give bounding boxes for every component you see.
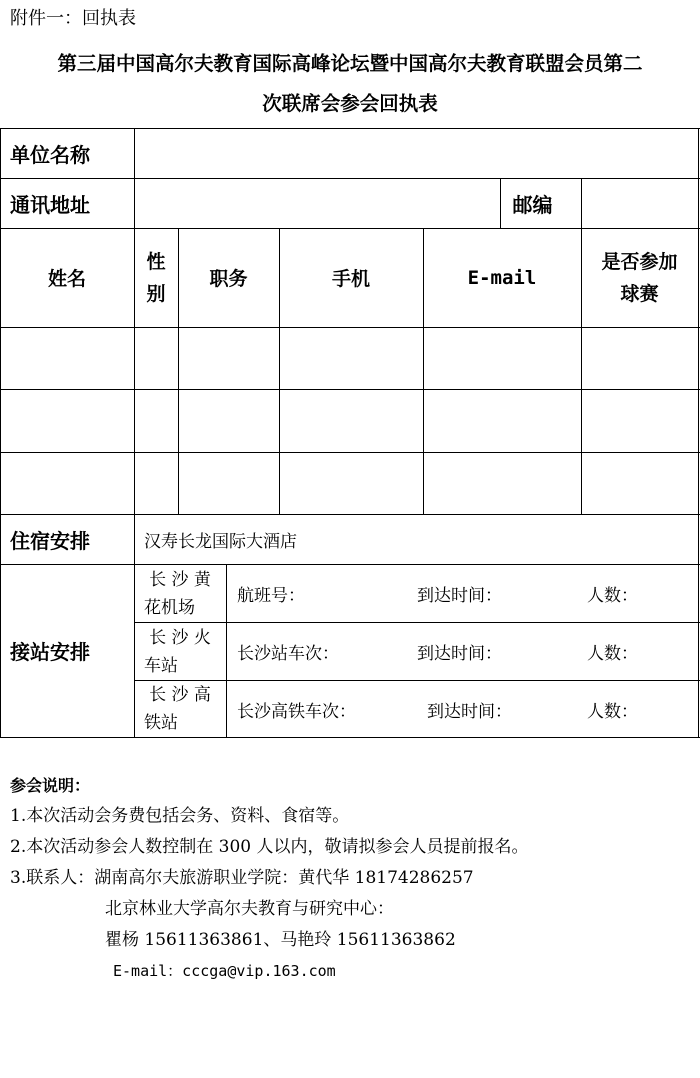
table-line xyxy=(226,564,227,737)
note-org: 北京林业大学高尔夫教育与研究中心： xyxy=(105,899,394,919)
pickup-place-railway xyxy=(134,623,226,680)
note-email: E-mail：cccga@vip.163.com xyxy=(113,962,336,980)
pickup-place-airport xyxy=(134,565,226,622)
note-item: 1.本次活动会务费包括会务、资料、食宿等。 xyxy=(10,806,350,826)
arrival-time-label: 到达时间： xyxy=(417,644,502,664)
address-field[interactable] xyxy=(135,179,499,227)
position-column-header: 职务 xyxy=(209,268,248,290)
title-line-2: 次联席会参会回执表 xyxy=(262,92,438,115)
gender-header-bottom: 别 xyxy=(146,282,166,305)
table-row[interactable] xyxy=(1,453,698,514)
pickup-label: 接站安排 xyxy=(10,640,90,664)
attachment-label: 附件一：回执表 xyxy=(10,8,136,29)
note-item: 2.本次活动参会人数控制在 300 人以内，敬请拟参会人员提前报名。 xyxy=(10,837,529,857)
pickup-place-line: 长 沙 火 xyxy=(149,627,211,648)
pickup-place-line: 长 沙 黄 xyxy=(149,569,211,590)
page-title xyxy=(0,44,700,124)
pickup-place-line: 长 沙 高 xyxy=(149,685,211,705)
postcode-field[interactable] xyxy=(582,179,697,227)
gender-header-top: 性 xyxy=(146,250,166,273)
golf-column-header xyxy=(581,228,698,327)
gender-column-header xyxy=(134,228,178,327)
train-number-label: 长沙站车次： xyxy=(237,644,339,664)
headcount-label: 人数： xyxy=(587,644,638,664)
mobile-column-header: 手机 xyxy=(331,268,370,290)
reply-form-table xyxy=(0,128,700,738)
arrival-time-label: 到达时间： xyxy=(417,586,502,606)
pickup-place-line: 车站 xyxy=(144,655,178,676)
pickup-place-highspeed xyxy=(134,681,226,737)
name-column-header: 姓名 xyxy=(47,268,86,290)
table-row[interactable] xyxy=(1,390,698,452)
headcount-label: 人数： xyxy=(587,701,638,722)
pickup-place-line: 铁站 xyxy=(144,713,178,733)
lodging-value: 汉寿长龙国际大酒店 xyxy=(144,531,297,552)
pickup-place-line: 花机场 xyxy=(144,597,195,618)
flight-number-label: 航班号： xyxy=(237,586,305,606)
table-line xyxy=(698,128,699,738)
arrival-time-label: 到达时间： xyxy=(427,701,512,722)
address-label: 通讯地址 xyxy=(10,192,90,217)
table-row[interactable] xyxy=(1,328,698,389)
highspeed-train-label: 长沙高铁车次： xyxy=(237,701,356,722)
golf-header-top: 是否参加 xyxy=(601,250,678,273)
table-line xyxy=(0,737,700,738)
postcode-label: 邮编 xyxy=(512,192,553,217)
headcount-label: 人数： xyxy=(587,586,638,606)
notes-title: 参会说明： xyxy=(10,776,91,795)
email-column-header: E-mail xyxy=(467,266,537,289)
unit-name-field[interactable] xyxy=(135,129,697,177)
title-line-1: 第三届中国高尔夫教育国际高峰论坛暨中国高尔夫教育联盟会员第二 xyxy=(57,52,643,75)
notes-section xyxy=(10,770,528,987)
lodging-label: 住宿安排 xyxy=(10,528,90,553)
golf-header-bottom: 球赛 xyxy=(620,282,659,305)
unit-name-label: 单位名称 xyxy=(10,142,90,167)
note-contacts: 瞿杨 15611363861、马艳玲 15611363862 xyxy=(105,930,456,950)
note-item: 3.联系人：湖南高尔夫旅游职业学院：黄代华 18174286257 xyxy=(10,868,474,888)
